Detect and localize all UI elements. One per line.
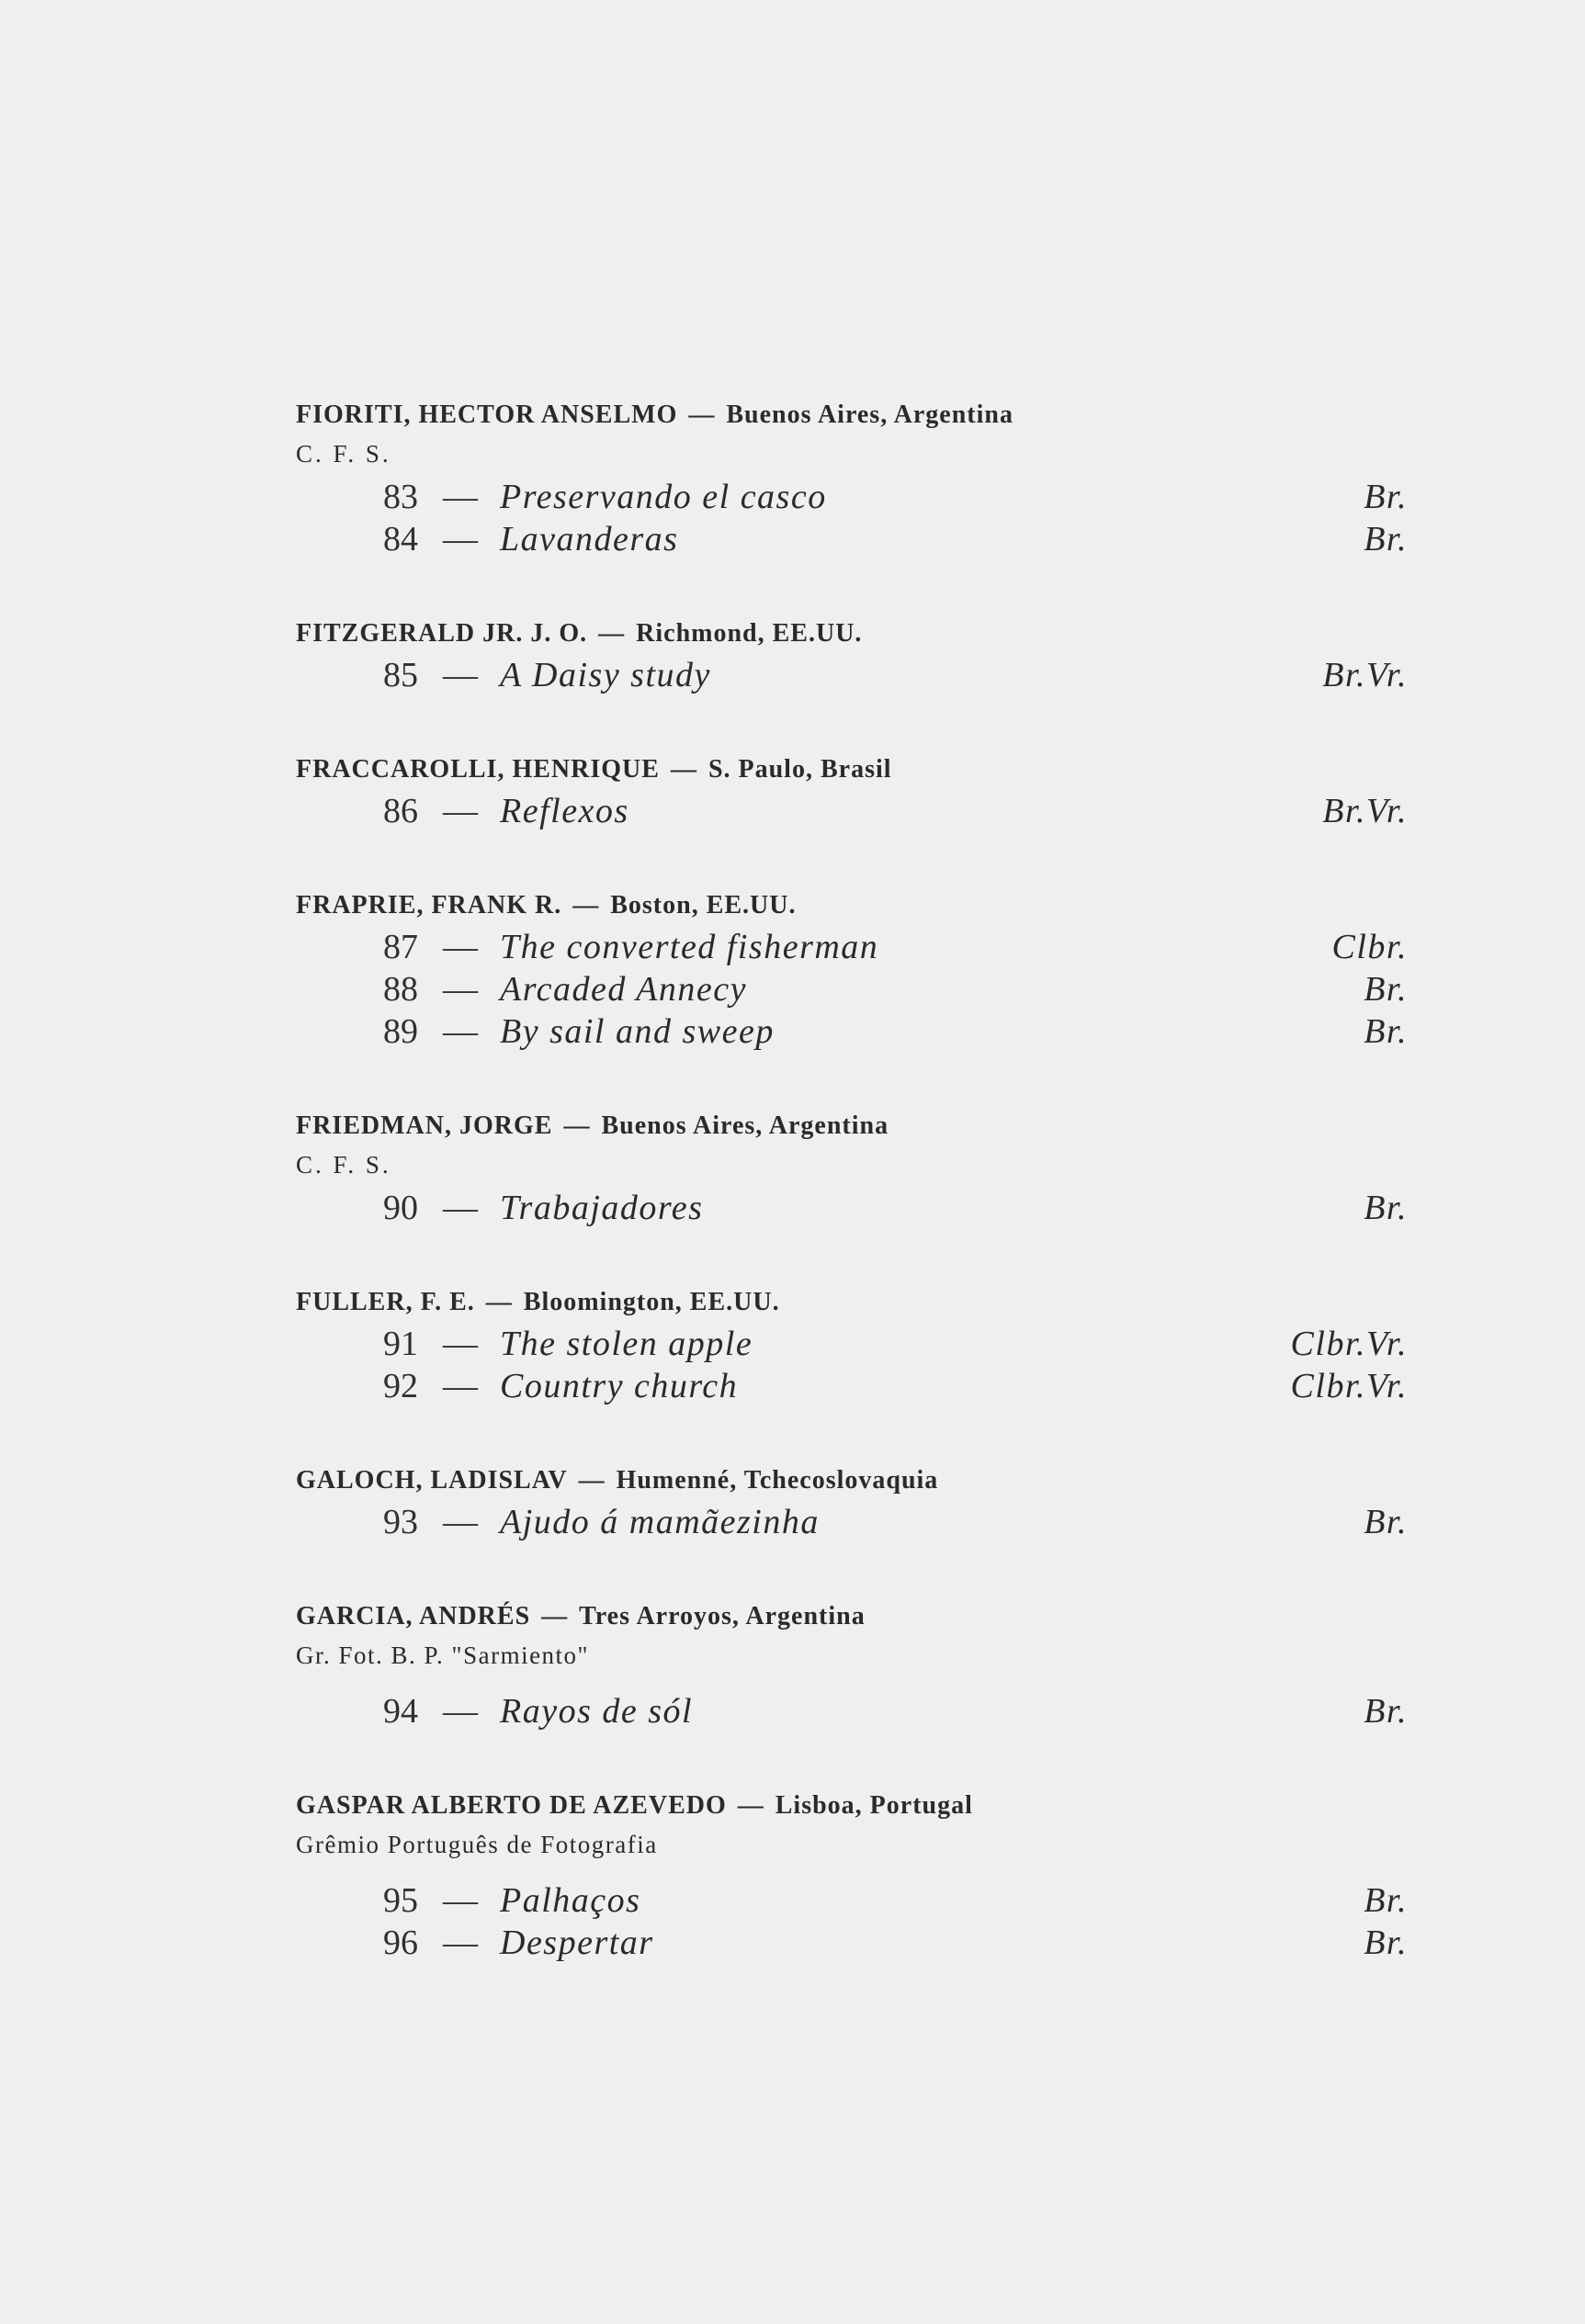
dash-separator: —	[670, 755, 697, 784]
exhibitor-location: Buenos Aires, Argentina	[726, 400, 1013, 429]
exhibitor-entry	[296, 886, 1408, 1053]
work-technique: Clbr.	[1331, 928, 1408, 966]
dash-separator: —	[443, 1367, 478, 1405]
exhibitor-name: GASPAR ALBERTO DE AZEVEDO	[296, 1791, 727, 1820]
dash-separator: —	[443, 478, 478, 516]
work-title: Despertar	[500, 1924, 654, 1962]
exhibitor-entry	[296, 1282, 1408, 1407]
work-title: Preservando el casco	[500, 478, 827, 516]
exhibitor-name: FRIEDMAN, JORGE	[296, 1111, 553, 1140]
dash-separator: —	[443, 1189, 478, 1227]
work-number: 95	[383, 1881, 418, 1920]
exhibitor-location: Buenos Aires, Argentina	[601, 1111, 889, 1140]
work-technique: Br.	[1364, 1012, 1408, 1051]
work-technique: Br.	[1364, 1189, 1408, 1227]
work-item	[296, 1501, 1408, 1543]
work-number: 90	[383, 1189, 418, 1227]
dash-separator: —	[688, 400, 716, 429]
exhibitor-heading	[296, 395, 1408, 435]
exhibitor-club: C. F. S.	[296, 1151, 391, 1179]
work-number: 86	[383, 792, 418, 830]
exhibitor-list	[296, 395, 1408, 2017]
work-item	[296, 968, 1408, 1010]
work-technique: Br.	[1364, 478, 1408, 516]
work-item	[296, 1879, 1408, 1922]
exhibitor-location: S. Paulo, Brasil	[708, 755, 892, 784]
work-technique: Clbr.Vr.	[1290, 1367, 1408, 1405]
exhibitor-location: Richmond, EE.UU.	[636, 619, 863, 648]
exhibitor-heading	[296, 1282, 1408, 1323]
work-technique: Br.	[1364, 1924, 1408, 1962]
dash-separator: —	[443, 1881, 478, 1920]
work-title: Reflexos	[500, 792, 629, 830]
exhibitor-heading	[296, 750, 1408, 790]
work-number: 88	[383, 970, 418, 1009]
exhibitor-heading	[296, 1786, 1408, 1826]
dash-separator: —	[443, 970, 478, 1009]
work-title: By sail and sweep	[500, 1012, 775, 1051]
dash-separator: —	[443, 1503, 478, 1541]
exhibitor-location: Tres Arroyos, Argentina	[579, 1602, 866, 1630]
work-number: 89	[383, 1012, 418, 1051]
dash-separator: —	[443, 656, 478, 694]
work-title: The stolen apple	[500, 1325, 753, 1363]
work-title: Palhaços	[500, 1881, 641, 1920]
work-title: The converted fisherman	[500, 928, 879, 966]
work-number: 93	[383, 1503, 418, 1541]
work-item	[296, 790, 1408, 832]
exhibitor-heading	[296, 886, 1408, 926]
work-item	[296, 1690, 1408, 1732]
work-number: 94	[383, 1692, 418, 1731]
exhibitor-entry	[296, 1786, 1408, 1964]
exhibitor-club: Gr. Fot. B. P. "Sarmiento"	[296, 1641, 590, 1669]
work-technique: Clbr.Vr.	[1290, 1325, 1408, 1363]
exhibitor-location: Humenné, Tchecoslovaquia	[616, 1466, 939, 1495]
work-number: 83	[383, 478, 418, 516]
work-item	[296, 1365, 1408, 1407]
dash-separator: —	[737, 1791, 764, 1820]
exhibitor-club: C. F. S.	[296, 440, 391, 468]
exhibitor-entry	[296, 395, 1408, 560]
work-technique: Br.	[1364, 1881, 1408, 1920]
work-item	[296, 926, 1408, 968]
work-technique: Br.	[1364, 1503, 1408, 1541]
work-number: 96	[383, 1924, 418, 1962]
work-technique: Br.Vr.	[1322, 656, 1408, 694]
exhibitor-name: FITZGERALD JR. J. O.	[296, 619, 588, 648]
work-number: 87	[383, 928, 418, 966]
exhibitor-name: FRAPRIE, FRANK R.	[296, 891, 562, 919]
exhibitor-entry	[296, 1106, 1408, 1229]
work-item	[296, 1187, 1408, 1229]
work-number: 91	[383, 1325, 418, 1363]
work-item	[296, 654, 1408, 696]
dash-separator: —	[541, 1602, 569, 1630]
work-item	[296, 1010, 1408, 1053]
dash-separator: —	[563, 1111, 591, 1140]
dash-separator: —	[572, 891, 600, 919]
dash-separator: —	[485, 1288, 513, 1316]
exhibitor-name: FULLER, F. E.	[296, 1288, 475, 1316]
work-number: 85	[383, 656, 418, 694]
exhibitor-heading	[296, 1596, 1408, 1637]
work-title: Trabajadores	[500, 1189, 704, 1227]
exhibitor-entry	[296, 614, 1408, 696]
dash-separator: —	[598, 619, 626, 648]
work-technique: Br.	[1364, 1692, 1408, 1731]
exhibitor-name: FIORITI, HECTOR ANSELMO	[296, 400, 678, 429]
work-item	[296, 476, 1408, 518]
dash-separator: —	[443, 1692, 478, 1731]
exhibitor-location: Lisboa, Portugal	[775, 1791, 973, 1820]
work-technique: Br.Vr.	[1322, 792, 1408, 830]
work-item	[296, 1922, 1408, 1964]
work-title: Ajudo á mamãezinha	[500, 1503, 820, 1541]
dash-separator: —	[443, 1325, 478, 1363]
exhibitor-location: Bloomington, EE.UU.	[523, 1288, 780, 1316]
exhibitor-heading	[296, 614, 1408, 654]
exhibitor-entry	[296, 1596, 1408, 1732]
dash-separator: —	[443, 1924, 478, 1962]
exhibitor-name: GALOCH, LADISLAV	[296, 1466, 568, 1495]
work-item	[296, 518, 1408, 560]
exhibitor-location: Boston, EE.UU.	[610, 891, 797, 919]
dash-separator: —	[443, 1012, 478, 1051]
exhibitor-heading	[296, 1461, 1408, 1501]
dash-separator: —	[443, 792, 478, 830]
work-number: 84	[383, 520, 418, 558]
work-title: A Daisy study	[500, 656, 711, 694]
work-title: Rayos de sól	[500, 1692, 694, 1731]
dash-separator: —	[578, 1466, 606, 1495]
work-technique: Br.	[1364, 970, 1408, 1009]
work-title: Country church	[500, 1367, 739, 1405]
work-technique: Br.	[1364, 520, 1408, 558]
exhibitor-entry	[296, 1461, 1408, 1543]
work-item	[296, 1323, 1408, 1365]
exhibitor-name: GARCIA, ANDRÉS	[296, 1602, 531, 1630]
work-number: 92	[383, 1367, 418, 1405]
work-title: Lavanderas	[500, 520, 679, 558]
exhibitor-heading	[296, 1106, 1408, 1146]
exhibitor-club: Grêmio Português de Fotografia	[296, 1831, 658, 1858]
dash-separator: —	[443, 520, 478, 558]
exhibitor-name: FRACCAROLLI, HENRIQUE	[296, 755, 660, 784]
work-title: Arcaded Annecy	[500, 970, 747, 1009]
exhibitor-entry	[296, 750, 1408, 832]
dash-separator: —	[443, 928, 478, 966]
